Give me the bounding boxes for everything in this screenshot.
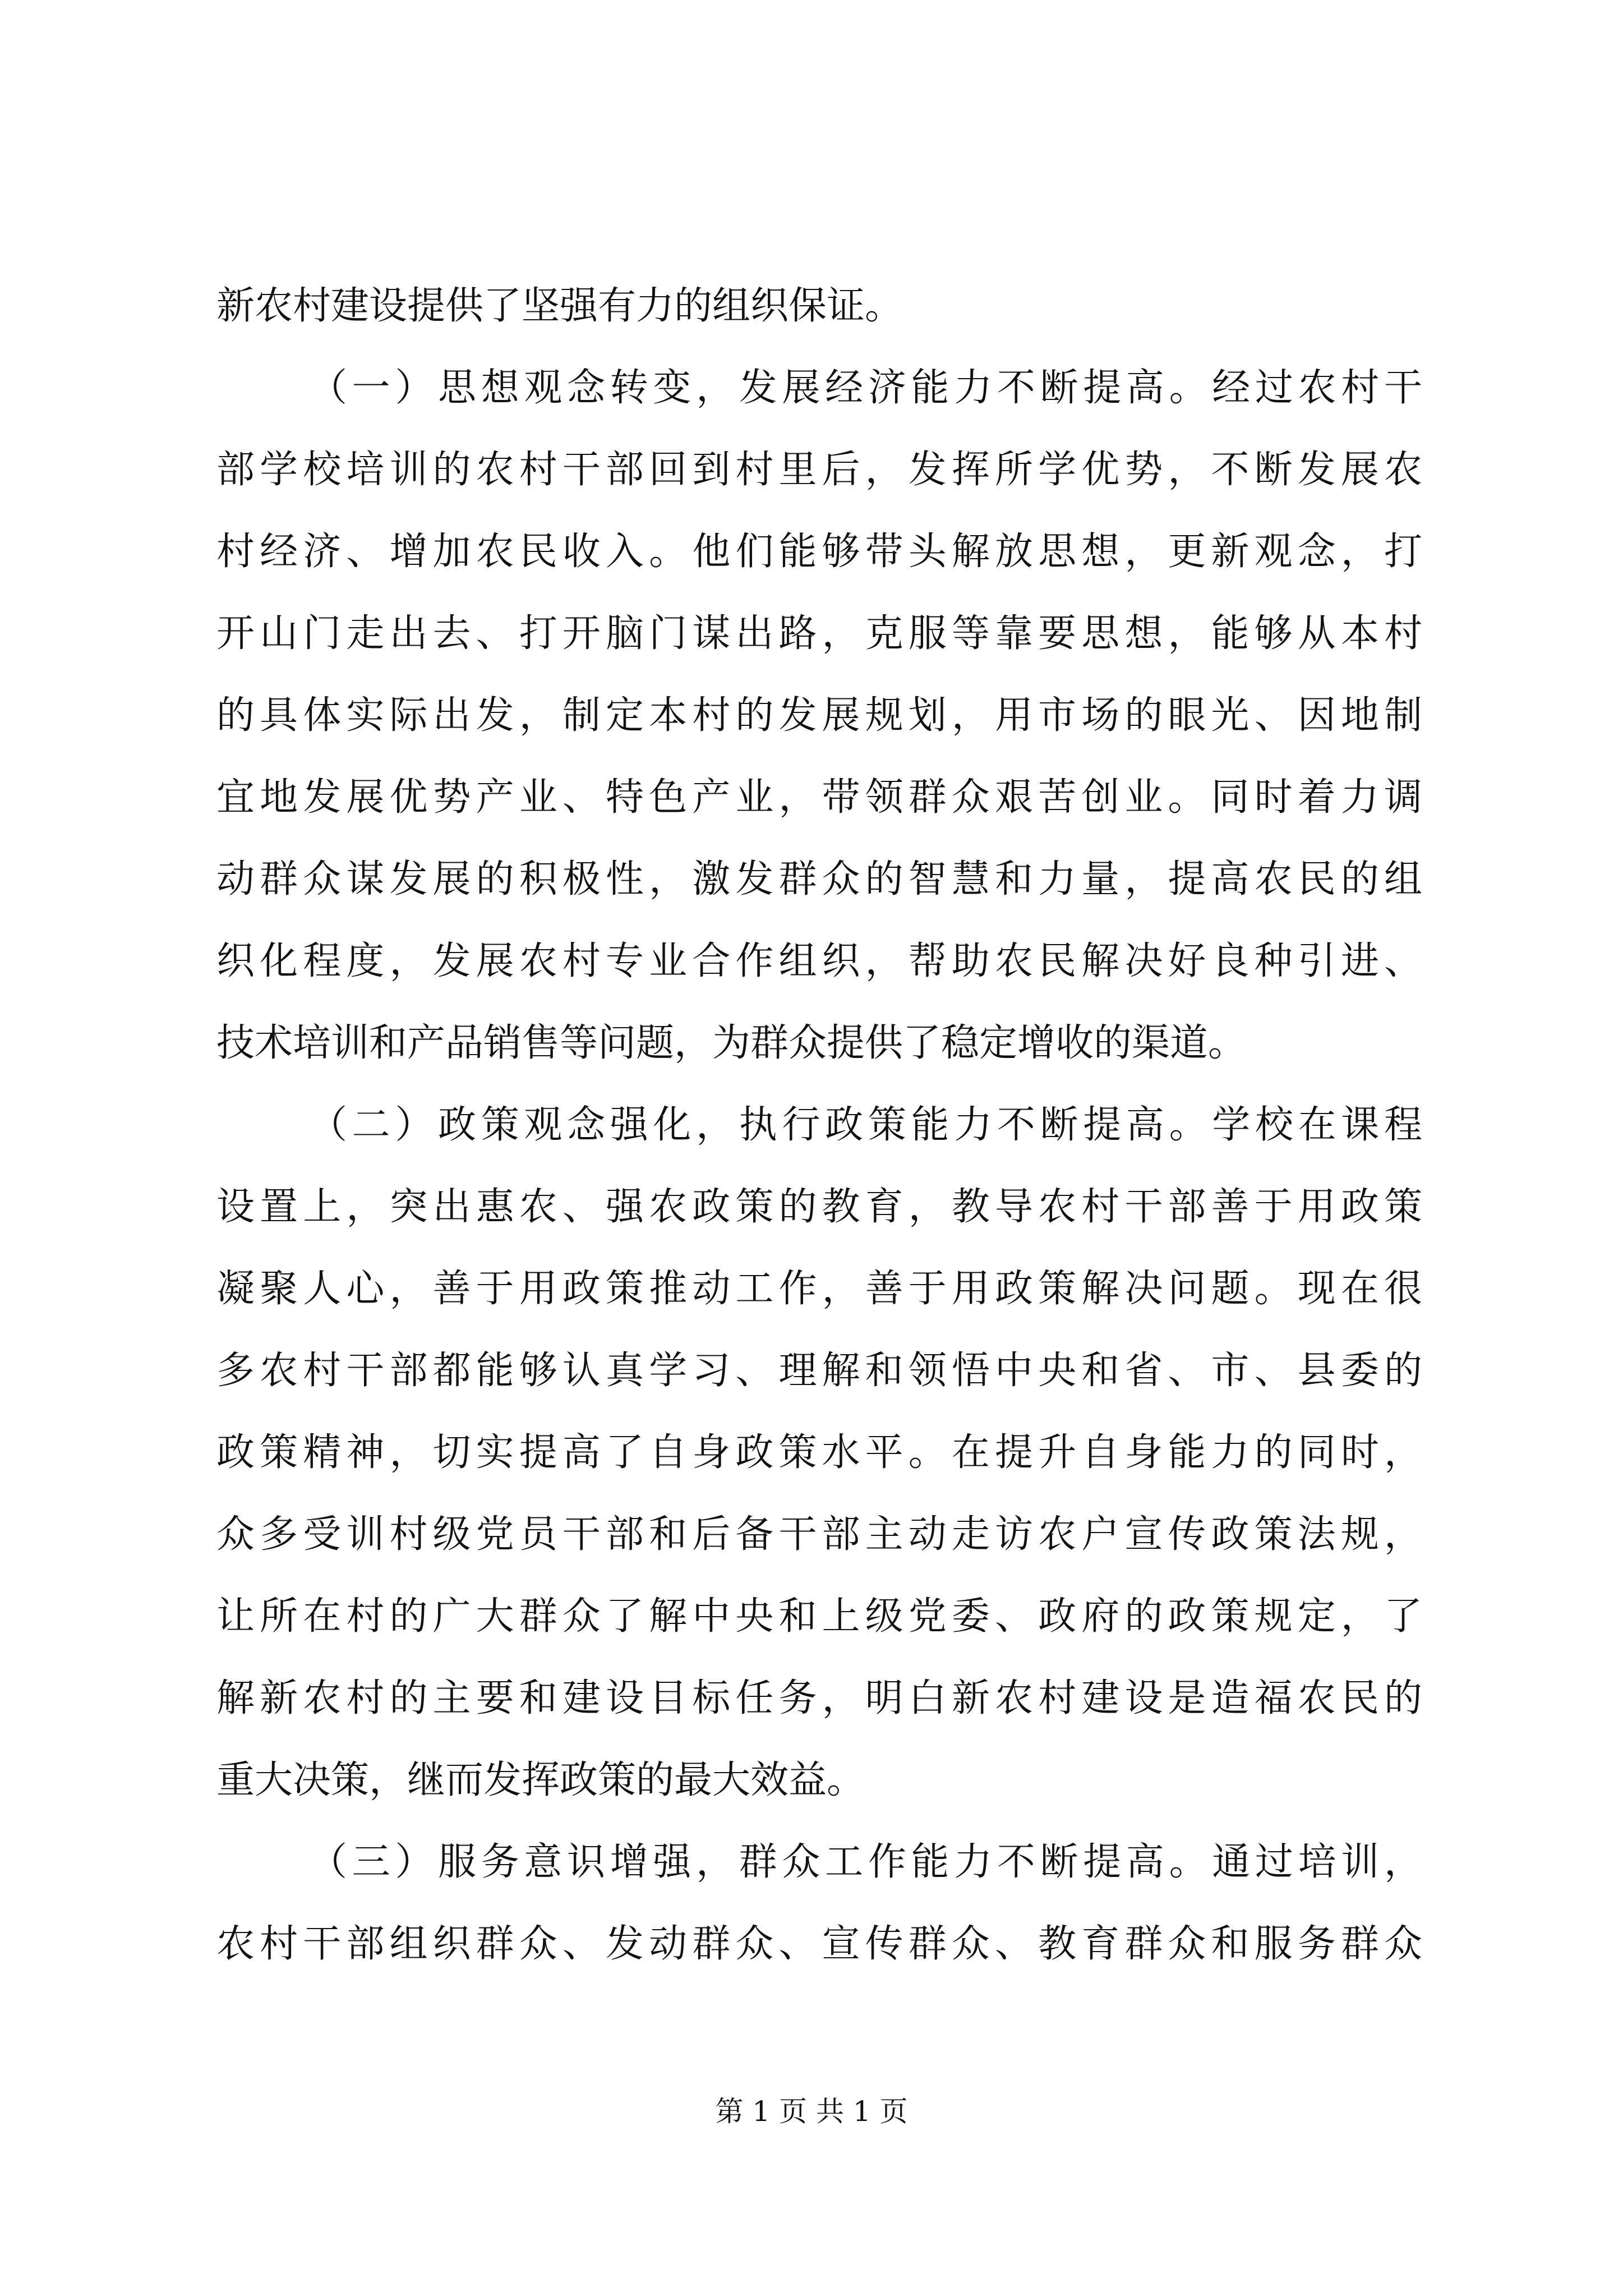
text-line: 众多受训村级党员干部和后备干部主动走访农户宣传政策法规， [216, 1512, 1422, 1557]
text-line: 让所在村的广大群众了解中央和上级党委、政府的政策规定，了 [216, 1594, 1422, 1639]
text-line: 村经济、增加农民收入。他们能够带头解放思想，更新观念，打 [216, 530, 1422, 574]
text-line: 解新农村的主要和建设目标任务，明白新农村建设是造福农民的 [216, 1676, 1422, 1720]
text-line: 新农村建设提供了坚强有力的组织保证。 [216, 284, 903, 328]
text-line: 的具体实际出发，制定本村的发展规划，用市场的眼光、因地制 [216, 693, 1422, 738]
text-line: 宜地发展优势产业、特色产业，带领群众艰苦创业。同时着力调 [216, 775, 1422, 820]
text-line: 政策精神，切实提高了自身政策水平。在提升自身能力的同时， [216, 1430, 1422, 1475]
text-line: 技术培训和产品销售等问题，为群众提供了稳定增收的渠道。 [216, 1021, 1247, 1065]
text-line: 多农村干部都能够认真学习、理解和领悟中央和省、市、县委的 [216, 1349, 1422, 1393]
text-line: （二）政策观念强化，执行政策能力不断提高。学校在课程 [309, 1103, 1422, 1147]
text-line: 动群众谋发展的积极性，激发群众的智慧和力量，提高农民的组 [216, 857, 1422, 901]
text-line: 设置上，突出惠农、强农政策的教育，教导农村干部善于用政策 [216, 1185, 1422, 1229]
page-number-footer: 第 1 页 共 1 页 [715, 2095, 908, 2128]
text-line: 部学校培训的农村干部回到村里后，发挥所学优势，不断发展农 [216, 448, 1422, 492]
text-line: （一）思想观念转变，发展经济能力不断提高。经过农村干 [309, 366, 1422, 410]
text-line: 凝聚人心，善于用政策推动工作，善于用政策解决问题。现在很 [216, 1267, 1422, 1311]
text-line: 织化程度，发展农村专业合作组织，帮助农民解决好良种引进、 [216, 939, 1422, 983]
text-line: （三）服务意识增强，群众工作能力不断提高。通过培训， [309, 1840, 1422, 1884]
text-line: 重大决策，继而发挥政策的最大效益。 [216, 1758, 865, 1802]
text-line: 农村干部组织群众、发动群众、宣传群众、教育群众和服务群众 [216, 1922, 1422, 1966]
text-line: 开山门走出去、打开脑门谋出路，克服等靠要思想，能够从本村 [216, 611, 1422, 656]
